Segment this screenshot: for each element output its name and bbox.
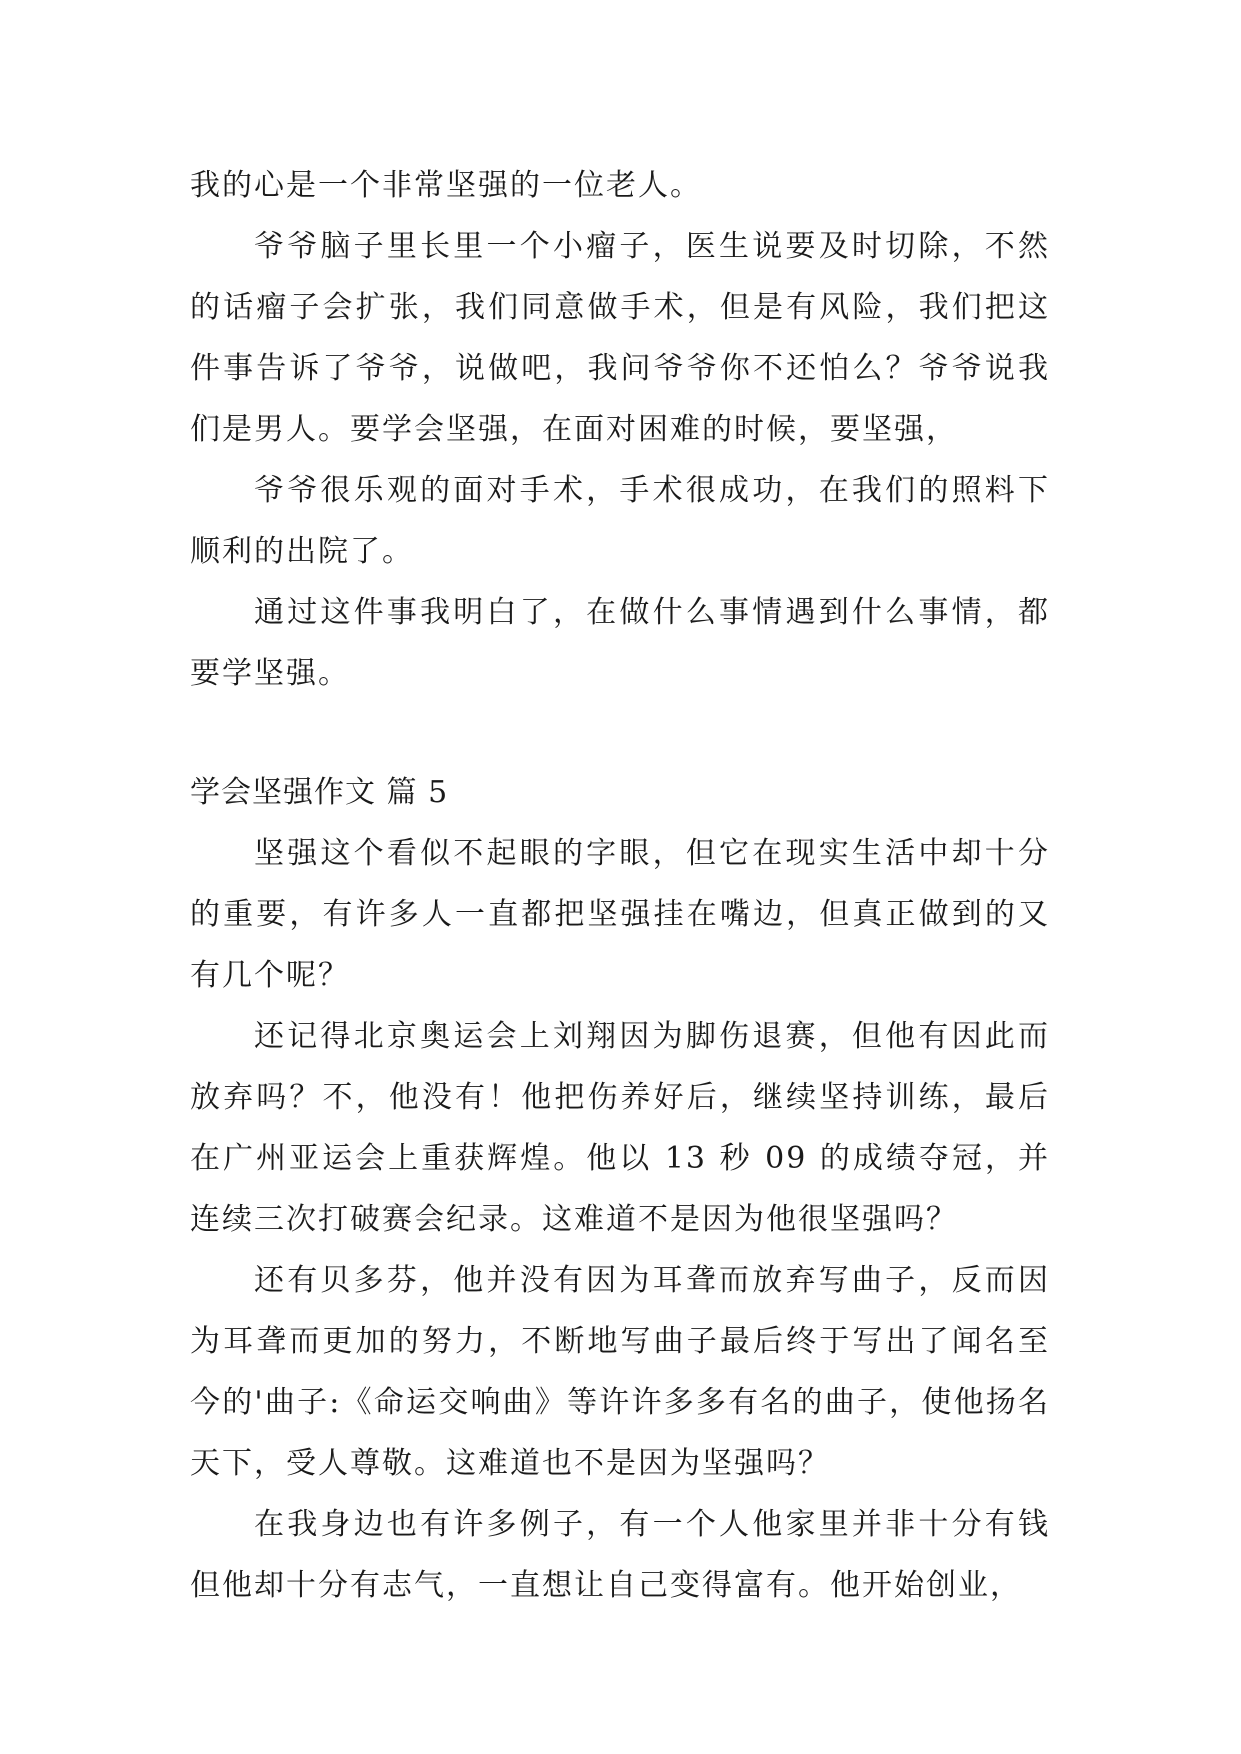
paragraph-4: 通过这件事我明白了，在做什么事情遇到什么事情，都要学坚强。 <box>190 595 1050 691</box>
paragraph-1: 我的心是一个非常坚强的一位老人。 <box>190 168 702 203</box>
paragraph-6: 还记得北京奥运会上刘翔因为脚伤退赛，但他有因此而放弃吗？不，他没有！他把伤养好后，继续坚持训练，最后在广州亚运会上重获辉煌。他以 13 秒 09 的成绩夺冠，并连续三次打破赛会纪录。这难道不是因为他很坚强吗？ <box>190 1019 1050 1237</box>
paragraph-5: 坚强这个看似不起眼的字眼，但它在现实生活中却十分的重要，有许多人一直都把坚强挂在嘴边，但真正做到的又有几个呢？ <box>190 836 1050 993</box>
paragraph-7: 还有贝多芬，他并没有因为耳聋而放弃写曲子，反而因为耳聋而更加的努力，不断地写曲子最后终于写出了闻名至今的'曲子:《命运交响曲》等许许多多有名的曲子，使他扬名天下，受人尊敬。这难道也不是因为坚强吗？ <box>190 1263 1050 1481</box>
document-body <box>190 155 1050 1616</box>
paragraph-8: 在我身边也有许多例子，有一个人他家里并非十分有钱但他却十分有志气，一直想让自己变得富有。他开始创业， <box>190 1507 1050 1603</box>
section-title: 学会坚强作文 篇 5 <box>190 775 449 810</box>
paragraph-3: 爷爷很乐观的面对手术，手术很成功，在我们的照料下顺利的出院了。 <box>190 473 1050 569</box>
paragraph-2: 爷爷脑子里长里一个小瘤子，医生说要及时切除，不然的话瘤子会扩张，我们同意做手术，但是有风险，我们把这件事告诉了爷爷，说做吧，我问爷爷你不还怕么？爷爷说我们是男人。要学会坚强，在面对困难的时候，要坚强， <box>190 229 1050 447</box>
